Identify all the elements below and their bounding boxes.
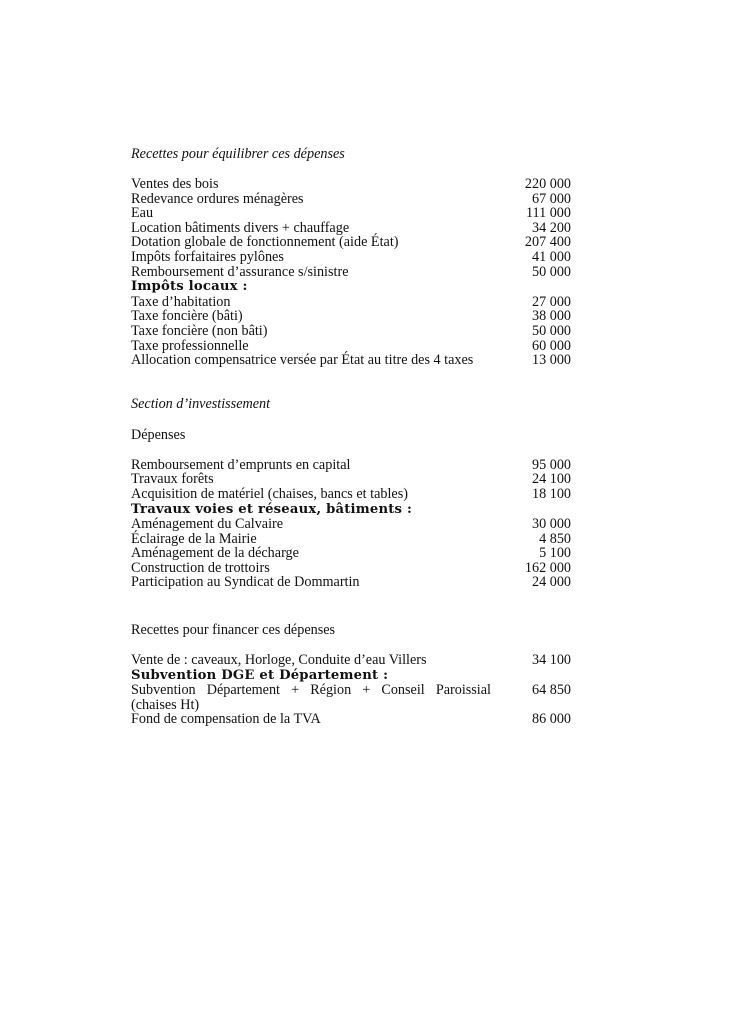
item-label: Fond de compensation de la TVA [131, 711, 321, 728]
item-label: Aménagement du Calvaire [131, 516, 284, 533]
list-item [131, 532, 571, 547]
item-value: 67 000 [531, 190, 571, 207]
item-value: 207 400 [524, 234, 571, 251]
item-label: Remboursement d’emprunts en capital [131, 456, 351, 473]
list-item [131, 472, 571, 487]
item-label: Taxe d’habitation [131, 293, 231, 310]
item-value: 60 000 [531, 337, 571, 354]
item-label: Vente de : caveaux, Horloge, Conduite d’eau Villers [131, 652, 427, 669]
list-item [131, 517, 571, 532]
item-value: 86 000 [531, 711, 571, 728]
subheading-label: Travaux voies et réseaux, bâtiments : [131, 501, 413, 517]
item-label: Ventes des bois [131, 176, 219, 192]
item-value: 95 000 [531, 456, 571, 473]
list-item [131, 487, 571, 502]
list-item [131, 353, 571, 368]
item-value: 220 000 [524, 176, 571, 192]
item-value: 13 000 [531, 352, 571, 369]
item-value: 34 100 [531, 652, 571, 669]
item-label: Remboursement d’assurance s/sinistre [131, 263, 349, 280]
recettes-fonctionnement-heading: Recettes pour équilibrer ces dépenses [131, 146, 345, 162]
item-label: Construction de trottoirs [131, 559, 270, 576]
section-investissement-heading: Section d’investissement [131, 395, 271, 412]
list-item [131, 250, 571, 265]
item-label: Éclairage de la Mairie [131, 530, 257, 547]
depenses-heading: Dépenses [131, 426, 186, 443]
impots-locaux-subheading [131, 279, 571, 295]
list-item [131, 546, 571, 561]
item-value: 24 000 [531, 574, 571, 591]
list-item [131, 339, 571, 354]
item-label: Impôts forfaitaires pylônes [131, 248, 284, 265]
item-value: 18 100 [531, 485, 571, 502]
list-item [131, 561, 571, 576]
item-label: Subvention Département + Région + Conseil Paroissial (chaises Ht) [131, 682, 491, 713]
list-item [131, 177, 571, 192]
subvention-subheading [131, 668, 571, 684]
item-label: Eau [131, 205, 154, 222]
item-value: 4 850 [539, 530, 571, 547]
item-value: 162 000 [524, 559, 571, 576]
item-value: 27 000 [531, 293, 571, 310]
item-value: 34 200 [531, 219, 571, 236]
list-item [131, 683, 571, 712]
item-value: 111 000 [525, 205, 571, 222]
list-item [131, 575, 571, 590]
item-label: Taxe foncière (bâti) [131, 308, 243, 325]
item-label: Aménagement de la décharge [131, 545, 299, 562]
list-item [131, 265, 571, 280]
list-item [131, 712, 571, 727]
item-label: Allocation compensatrice versée par État au titre des 4 taxes [131, 352, 474, 369]
recettes-investissement-heading: Recettes pour financer ces dépenses [131, 622, 336, 639]
item-value: 64 850 [531, 682, 571, 699]
subheading-label: Subvention DGE et Département : [131, 667, 389, 683]
item-label: Travaux forêts [131, 471, 214, 488]
item-value: 38 000 [531, 308, 571, 325]
list-item [131, 206, 571, 221]
recettes-investissement-list [131, 653, 571, 727]
item-value: 41 000 [531, 248, 571, 265]
list-item [131, 295, 571, 310]
item-label: Redevance ordures ménagères [131, 190, 304, 207]
item-value: 24 100 [531, 471, 571, 488]
list-item [131, 653, 571, 668]
travaux-subheading [131, 502, 571, 518]
item-label: Acquisition de matériel (chaises, bancs et tables) [131, 485, 408, 502]
item-label: Participation au Syndicat de Dommartin [131, 574, 360, 591]
item-label: Taxe foncière (non bâti) [131, 322, 268, 339]
item-value: 30 000 [531, 516, 571, 533]
list-item [131, 458, 571, 473]
list-item [131, 324, 571, 339]
list-item [131, 235, 571, 250]
subheading-label: Impôts locaux : [131, 279, 248, 295]
list-item [131, 309, 571, 324]
recettes-fonctionnement-list [131, 177, 571, 368]
list-item [131, 192, 571, 207]
item-label: Location bâtiments divers + chauffage [131, 219, 350, 236]
item-value: 50 000 [531, 263, 571, 280]
item-label: Dotation globale de fonctionnement (aide État) [131, 234, 399, 251]
depenses-investissement-list [131, 458, 571, 590]
item-value: 5 100 [539, 545, 571, 562]
item-value: 50 000 [531, 322, 571, 339]
item-label: Taxe professionnelle [131, 337, 249, 354]
budget-content [131, 146, 571, 727]
